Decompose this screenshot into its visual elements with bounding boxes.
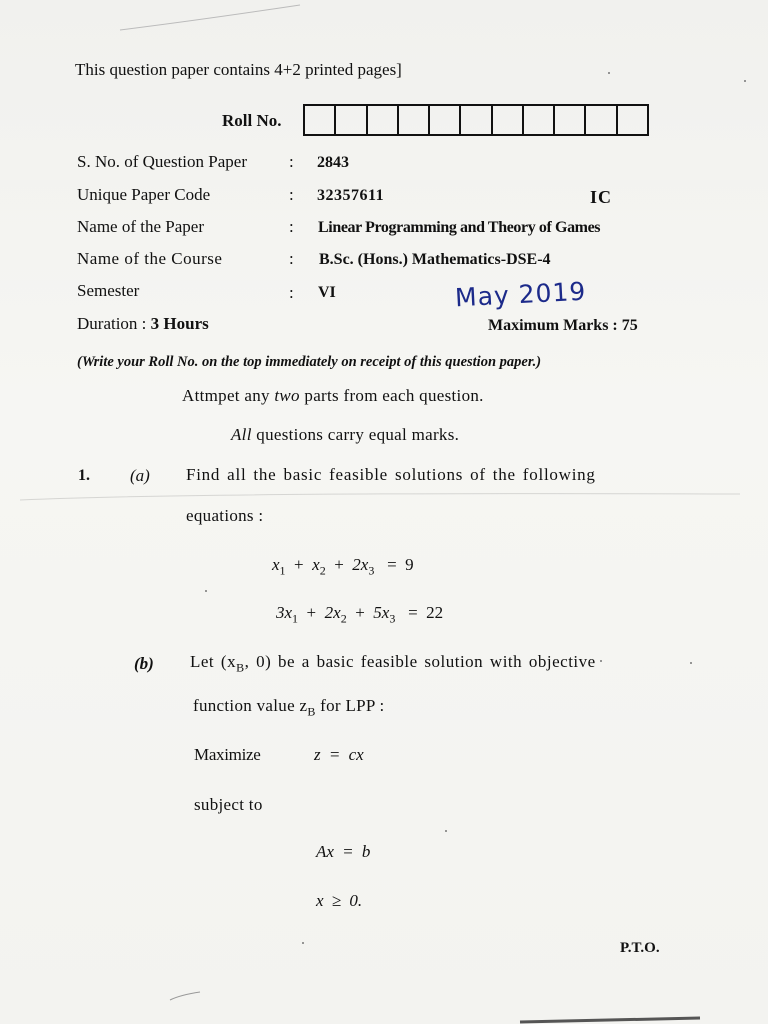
roll-number-boxes [303,104,649,136]
serial-number-value: 2843 [317,154,349,171]
constraint-nonnegativity: x ≥ 0. [316,891,363,910]
unique-paper-code-label: Unique Paper Code [77,185,211,204]
subject-to-label: subject to [194,795,263,814]
handwritten-date: May 2019 [454,276,587,313]
part-a-label: (a) [130,466,150,485]
part-a-text: Find all the basic feasible solutions of the following [186,465,596,484]
roll-number-instruction: (Write your Roll No. on the top immediately on receipt of this question paper.) [77,354,542,370]
equal-marks-instruction: All questions carry equal marks. [231,425,460,444]
semester-label: Semester [77,281,140,300]
part-b-text: Let ($x_B$, 0) be a basic feasible solution with objective [190,652,596,675]
paper-tag: IC [590,187,613,207]
equation-1: $x_1 + x_2 + 2x_3$ = 9 [272,555,414,578]
semester-value: VI [318,284,336,301]
roll-number-label: Roll No. [222,111,282,130]
question-number: 1. [78,467,90,484]
maximize-label: Maximize [194,745,261,764]
serial-number-label: S. No. of Question Paper [77,152,247,171]
duration [77,314,209,334]
paper-name-value: Linear Programming and Theory of Games [318,219,601,236]
course-name-label: Name of the Course [77,249,223,268]
pages-note: This question paper contains 4+2 printed pages] [75,60,402,79]
constraint-equality: Ax = b [316,842,371,861]
duration-value: 3 Hours [150,314,209,333]
please-turn-over: P.T.O. [620,940,660,956]
unique-paper-code-value: 32357611 [317,187,385,204]
attempt-instruction: Attmpet any two parts from each question. [182,386,484,405]
question-paper-page: This question paper contains 4+2 printed pages] Roll No. S. No. of Question Paper : 2843 Unique Paper Code : 32357611 IC Name of the Paper : Linear Programming and Theory of Games Name of the Course : B.Sc. (Hons.) Mathematics-DSE-4 Semester : VI May 2019 Duration : 3 Hours Maximum Marks : 75 (Write your Roll No. on the top immediately on receipt of this question paper.) Attmpet any two parts from each question. All questions carry equal marks. 1. (a) Find all the basic feasible solutions of the following equations : $x_1 + x_2 + 2x_3$ = 9 $3x_1 + 2x_2 + 5x_3$ = 22 (b) Let ($x_B$, 0) be a basic feasible solution with objective function value $z_B$ for LPP : Maximize z = cx subject to Ax = b x ≥ 0. P.T.O. [0,0,768,1024]
duration-label: Duration : [77,314,151,333]
part-a-text-continued: equations : [186,506,264,525]
course-name-value: B.Sc. (Hons.) Mathematics-DSE-4 [319,251,551,268]
part-b-label: (b) [134,654,154,673]
equation-2: $3x_1 + 2x_2 + 5x_3$ = 22 [276,603,444,626]
paper-name-label: Name of the Paper [77,217,204,236]
objective-function: z = cx [314,745,364,764]
maximum-marks: Maximum Marks : 75 [488,317,638,334]
part-b-text-continued: function value $z_B$ for LPP : [193,696,385,719]
